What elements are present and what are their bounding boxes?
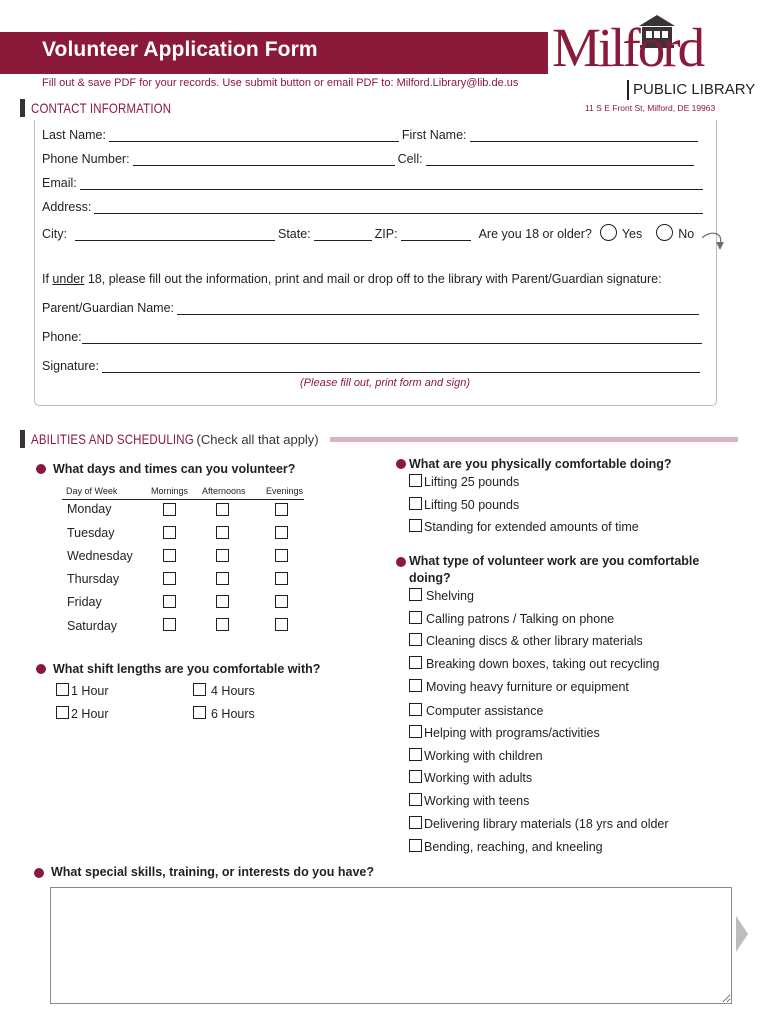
phone-field[interactable] [133,155,395,166]
yes-label: Yes [621,227,643,241]
bullet-dot [36,464,46,474]
checkbox[interactable] [56,706,69,719]
checkbox[interactable] [409,748,422,761]
checkbox[interactable] [56,683,69,696]
print-sign-note: (Please fill out, print form and sign) [300,377,470,389]
friday-mornings-checkbox[interactable] [163,595,176,608]
work-option-delivering[interactable] [409,816,669,831]
table-header-rule [62,499,304,500]
option-label: 1 Hour [71,684,109,698]
option-label: 2 Hour [71,707,109,721]
option-label: Computer assistance [426,704,544,718]
abilities-section-header [20,429,319,449]
minor-text-end: 18, please fill out the information, print and mail or drop off to the library with Parent/Guardian signature: [84,272,662,286]
checkbox[interactable] [193,706,206,719]
contact-section-header [20,98,202,118]
last-name-label: Last Name: [42,128,106,142]
abilities-section-subtitle: (Check all that apply) [196,431,319,447]
option-label: Lifting 50 pounds [424,498,520,512]
friday-afternoons-checkbox[interactable] [216,595,229,608]
checkbox[interactable] [409,839,422,852]
guardian-phone-row [42,330,705,344]
option-label: 6 Hours [211,707,255,721]
shift-2-hour[interactable] [56,706,109,721]
abilities-section-title: ABILITIES AND SCHEDULING [31,431,194,447]
header-afternoons: Afternoons [202,486,246,496]
form-subtitle: Fill out & save PDF for your records. Use submit button or email PDF to: Milford.Library@lib.de.us [42,77,519,89]
header-mornings: Mornings [151,486,189,496]
saturday-evenings-checkbox[interactable] [275,618,288,631]
section-marker [20,99,25,117]
shift-4-hours[interactable] [193,683,255,698]
option-label: Working with teens [424,794,530,808]
option-label: Breaking down boxes, taking out recycling [426,657,660,671]
day-monday: Monday [67,502,112,516]
no-radio[interactable] [656,224,673,241]
option-label: 4 Hours [211,684,255,698]
tuesday-afternoons-checkbox[interactable] [216,526,229,539]
section-divider [330,437,738,442]
option-label: Standing for extended amounts of time [424,520,639,534]
day-friday: Friday [67,595,102,609]
checkbox[interactable] [409,793,422,806]
option-label: Moving heavy furniture or equipment [426,680,629,694]
age-question: Are you 18 or older? [478,227,592,241]
state-label: State: [278,227,311,241]
wednesday-afternoons-checkbox[interactable] [216,549,229,562]
work-option-computer-assistance[interactable] [409,703,543,718]
option-label: Cleaning discs & other library materials [426,634,643,648]
saturday-afternoons-checkbox[interactable] [216,618,229,631]
option-label: Calling patrons / Talking on phone [426,612,615,626]
thursday-afternoons-checkbox[interactable] [216,572,229,585]
shift-1-hour[interactable] [56,683,109,698]
address-row [42,200,706,214]
physical-option-lifting-25[interactable] [409,474,519,489]
state-field[interactable] [314,230,372,241]
checkbox[interactable] [409,611,422,624]
saturday-mornings-checkbox[interactable] [163,618,176,631]
first-name-label: First Name: [401,128,467,142]
guardian-phone-label: Phone: [42,330,82,344]
email-field[interactable] [80,179,703,190]
option-label: Shelving [426,589,474,603]
minor-text-start: If [42,272,53,286]
address-label: Address: [42,200,92,214]
signature-label: Signature: [42,359,99,373]
day-thursday: Thursday [67,572,120,586]
work-option-moving-furniture[interactable] [409,679,629,694]
bullet-dot [36,664,46,674]
work-option-cleaning-discs[interactable] [409,633,643,648]
email-row [42,176,706,190]
minor-text-under: under [52,272,85,286]
last-name-field[interactable] [109,131,399,142]
option-label: Helping with programs/activities [424,726,600,740]
checkbox[interactable] [409,816,422,829]
first-name-field[interactable] [470,131,698,142]
contact-section-title: CONTACT INFORMATION [31,100,172,116]
shift-6-hours[interactable] [193,706,255,721]
skills-textarea[interactable] [50,887,732,1004]
work-question [409,553,699,587]
next-page-arrow-icon[interactable] [734,914,750,954]
checkbox[interactable] [409,474,422,487]
phone-label: Phone Number: [42,152,130,166]
checkbox[interactable] [409,497,422,510]
city-label: City: [42,227,67,241]
guardian-phone-field[interactable] [82,333,702,344]
header-day-of-week: Day of Week [66,486,118,496]
phone-row [42,152,697,166]
section-marker [20,430,25,448]
days-question: What days and times can you volunteer? [53,462,296,476]
cell-label: Cell: [397,152,423,166]
day-saturday: Saturday [67,619,118,633]
header-evenings: Evenings [266,486,304,496]
work-option-programs[interactable] [409,725,600,740]
option-label: Working with adults [424,771,533,785]
form-title: Volunteer Application Form [42,38,318,61]
bullet-dot [34,868,44,878]
friday-evenings-checkbox[interactable] [275,595,288,608]
bullet-dot [396,459,406,469]
tuesday-mornings-checkbox[interactable] [163,526,176,539]
physical-option-standing[interactable] [409,519,639,534]
checkbox[interactable] [409,656,422,669]
physical-question: What are you physically comfortable doing? [409,457,672,471]
guardian-name-row [42,301,702,315]
work-question-line-2: doing? [409,571,451,585]
work-question-line-1: What type of volunteer work are you comfortable [409,554,700,568]
library-address: 11 S E Front St, Milford, DE 19963 [585,103,716,113]
monday-mornings-checkbox[interactable] [163,503,176,516]
logo-tagline: PUBLIC LIBRARY [627,80,745,100]
guardian-name-label: Parent/Guardian Name: [42,301,175,315]
day-wednesday: Wednesday [67,549,133,563]
shift-question: What shift lengths are you comfortable with? [53,662,321,676]
monday-evenings-checkbox[interactable] [275,503,288,516]
checkbox[interactable] [409,588,422,601]
checkbox[interactable] [409,770,422,783]
thursday-evenings-checkbox[interactable] [275,572,288,585]
day-tuesday: Tuesday [67,526,115,540]
option-label: Lifting 25 pounds [424,475,520,489]
option-label: Bending, reaching, and kneeling [424,840,603,854]
thursday-mornings-checkbox[interactable] [163,572,176,585]
option-label: Delivering library materials (18 yrs and older [424,817,669,831]
checkbox[interactable] [409,725,422,738]
wednesday-mornings-checkbox[interactable] [163,549,176,562]
yes-radio[interactable] [600,224,617,241]
bullet-dot [396,557,406,567]
signature-field[interactable] [102,362,700,373]
city-row [42,224,694,241]
checkbox[interactable] [409,519,422,532]
work-option-breaking-boxes[interactable] [409,656,659,671]
zip-label: ZIP: [374,227,398,241]
checkbox[interactable] [409,633,422,646]
cell-field[interactable] [426,155,694,166]
work-option-adults[interactable] [409,770,532,785]
physical-option-lifting-50[interactable] [409,497,519,512]
curved-arrow-icon [700,226,730,256]
name-row [42,128,701,142]
email-label: Email: [42,176,77,190]
tuesday-evenings-checkbox[interactable] [275,526,288,539]
signature-row [42,359,703,373]
option-label: Working with children [424,749,543,763]
minor-instructions [42,272,662,286]
work-option-bending[interactable] [409,839,603,854]
no-label: No [678,227,695,241]
work-option-shelving[interactable] [409,588,474,603]
checkbox[interactable] [193,683,206,696]
guardian-name-field[interactable] [177,304,699,315]
zip-field[interactable] [401,230,471,241]
wednesday-evenings-checkbox[interactable] [275,549,288,562]
work-option-children[interactable] [409,748,543,763]
skills-question: What special skills, training, or interests do you have? [51,865,374,879]
work-option-calling-patrons[interactable] [409,611,614,626]
checkbox[interactable] [409,679,422,692]
work-option-teens[interactable] [409,793,529,808]
address-field[interactable] [94,203,703,214]
monday-afternoons-checkbox[interactable] [216,503,229,516]
checkbox[interactable] [409,703,422,716]
city-field[interactable] [75,230,275,241]
logo-wordmark: Milford [552,17,703,78]
